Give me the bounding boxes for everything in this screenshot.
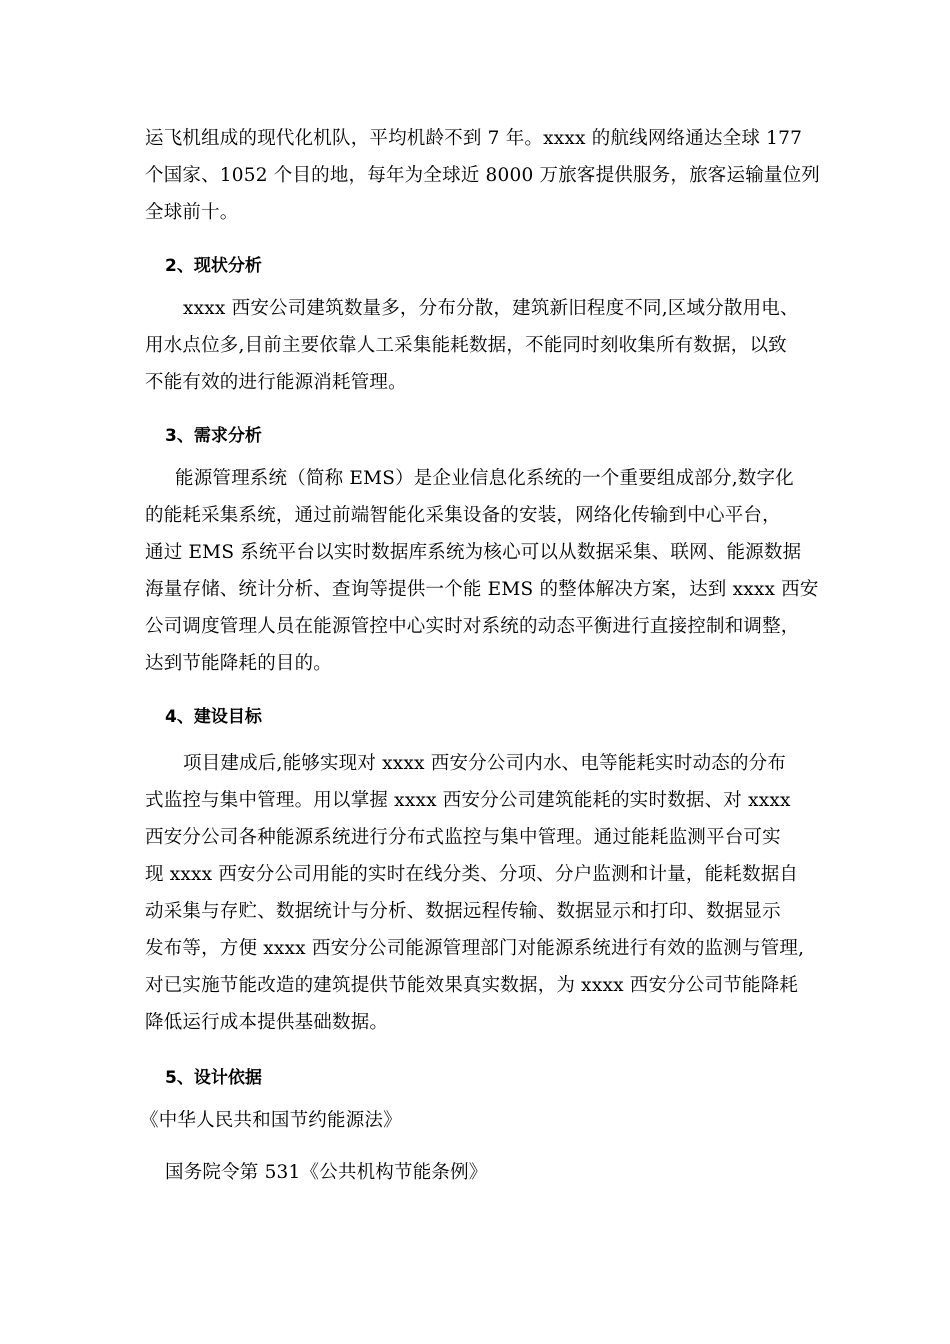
section3-line-5: 公司调度管理人员在能源管控中心实时对系统的动态平衡进行直接控制和调整， (145, 616, 800, 637)
section4-line-7: 对已实施节能改造的建筑提供节能效果真实数据，为 xxxx 西安分公司节能降耗 (145, 975, 799, 996)
basis-item-energy-law: 《中华人民共和国节约能源法》 (140, 1110, 402, 1131)
intro-line-3: 全球前十。 (145, 202, 239, 223)
section-heading-construction-goals: 4、建设目标 (165, 707, 262, 727)
section3-line-6: 达到节能降耗的目的。 (145, 653, 333, 674)
section4-line-4: 现 xxxx 西安分公司用能的实时在线分类、分项、分户监测和计量，能耗数据自 (145, 864, 799, 885)
section4-line-6: 发布等，方便 xxxx 西安分公司能源管理部门对能源系统进行有效的监测与管理, (145, 938, 805, 959)
section4-line-5: 动采集与存贮、数据统计与分析、数据远程传输、数据显示和打印、数据显示 (145, 901, 781, 922)
section2-line-2: 用水点位多,目前主要依靠人工采集能耗数据，不能同时刻收集所有数据，以致 (145, 335, 787, 356)
section3-line-2: 的能耗采集系统，通过前端智能化采集设备的安装，网络化传输到中心平台， (145, 505, 781, 526)
intro-line-1: 运飞机组成的现代化机队，平均机龄不到 7 年。xxxx 的航线网络通达全球 177 (145, 128, 803, 149)
section4-line-8: 降低运行成本提供基础数据。 (145, 1012, 389, 1033)
section3-line-1: 能源管理系统（简称 EMS）是企业信息化系统的一个重要组成部分,数字化 (175, 468, 794, 489)
section-heading-design-basis: 5、设计依据 (165, 1068, 262, 1088)
section4-line-3: 西安分公司各种能源系统进行分布式监控与集中管理。通过能耗监测平台可实 (145, 827, 781, 848)
basis-item-public-institution-regulation: 国务院令第 531《公共机构节能条例》 (165, 1162, 488, 1183)
intro-line-2: 个国家、1052 个目的地，每年为全球近 8000 万旅客提供服务，旅客运输量位列 (145, 165, 821, 186)
section2-line-1: xxxx 西安公司建筑数量多，分布分散，建筑新旧程度不同,区域分散用电、 (183, 298, 799, 319)
section2-line-3: 不能有效的进行能源消耗管理。 (145, 372, 407, 393)
section3-line-3: 通过 EMS 系统平台以实时数据库系统为核心可以从数据采集、联网、能源数据 (145, 542, 802, 563)
section-heading-requirement-analysis: 3、需求分析 (165, 426, 262, 446)
section3-line-4: 海量存储、统计分析、查询等提供一个能 EMS 的整体解决方案，达到 xxxx 西安 (145, 579, 819, 600)
section-heading-status-analysis: 2、现状分析 (165, 256, 262, 276)
section4-line-2: 式监控与集中管理。用以掌握 xxxx 西安分公司建筑能耗的实时数据、对 xxxx (145, 790, 791, 811)
section4-line-1: 项目建成后,能够实现对 xxxx 西安分公司内水、电等能耗实时动态的分布 (183, 753, 787, 774)
